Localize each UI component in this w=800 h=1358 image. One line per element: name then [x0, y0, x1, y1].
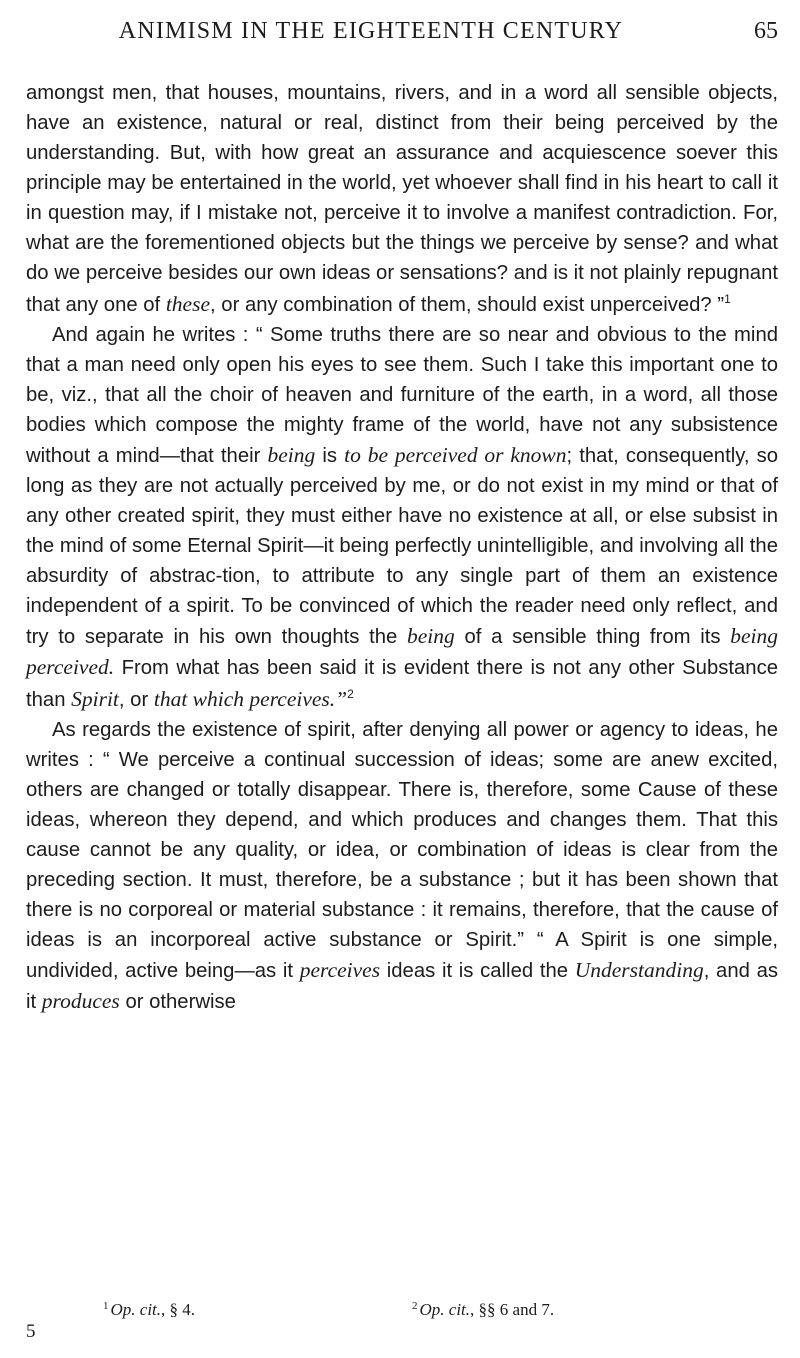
- italic-text: Spirit: [71, 686, 119, 711]
- body-text: [26, 78, 778, 1017]
- italic-text: perceives: [299, 958, 381, 983]
- italic-text: to be perceived or known: [344, 442, 567, 467]
- text-segment: amongst men, that houses, mountains, rivers, and in a word all sensible objects, have an existence, natural or real, distinct from their being perceived by the understanding. But, with how great an assurance and acquiescence soever this principle may be entertained in the world, yet whoever shall find in his heart to call it in question may, if I mistake not, perceive it to involve a manifest contradiction. For, what are the forementioned objects but the things we perceive by sense? and what do we perceive besides our own ideas or sensations? and is it not plainly repugnant that any one of: [26, 82, 778, 316]
- italic-text: these: [165, 291, 211, 316]
- text-segment: ; that, consequently, so long as they are not actually perceived by me, or do not exist in my mind or that of any other created spirit, they must either have no existence at all, or else subsist in the mind of some Eternal Spirit—it being perfectly unintelligible, and involving all the absurdity of abstrac-tion, to attribute to any single part of them an existence independent of a spirit. To be convinced of which the reader need only reflect, and try to separate in his own thoughts the: [26, 444, 779, 649]
- italic-text: being: [267, 442, 316, 467]
- page-number: 65: [754, 18, 778, 44]
- paragraph-1: [26, 78, 778, 320]
- text-segment: As regards the existence of spirit, after denying all power or agency to ideas, he writes : “ We perceive a continual succession of ideas; some are anew excited, others are changed or totally disappear. There is, therefore, some Cause of these ideas, whereon they depend, and which produces and changes them. That this cause cannot be any quality, or idea, or combination of ideas is clear from the preceding section. It must, therefore, be a substance ; but it has been shown that there is no corporeal or material substance : it remains, therefore, that the cause of ideas is an incorporeal active substance or Spirit.” “ A Spirit is one simple, undivided, active being—as it: [26, 718, 778, 983]
- text-segment: of a sensible thing from its: [454, 626, 731, 649]
- italic-text: being: [407, 624, 455, 649]
- paragraph-3: [26, 715, 778, 1018]
- footnotes: [0, 1297, 800, 1323]
- text-segment: , or any combination of them, should exist unperceived? ”: [210, 293, 725, 316]
- text-segment: , or: [118, 688, 154, 711]
- text-segment: , and as it: [26, 960, 779, 1014]
- footnote-1: $^1$ Op. cit., § 4.: [103, 1300, 196, 1319]
- footnote-reference: 1: [724, 291, 731, 306]
- italic-text: produces: [41, 989, 120, 1014]
- text-segment: And again he writes : “ Some truths there are so near and obvious to the mind that a man need only open his eyes to see them. Such I take this important one to be, viz., that all the choir of heaven and furniture of the earth, in a word, all those bodies which compose the mighty frame of the world, have not any subsistence without a mind—that their: [26, 323, 778, 467]
- page-header: [28, 8, 778, 54]
- text-segment: or otherwise: [119, 991, 236, 1014]
- text-segment: ideas it is called the: [380, 960, 575, 983]
- italic-text: that which perceives.”: [153, 686, 348, 711]
- text-segment: is: [315, 444, 345, 467]
- footnote-reference: 2: [347, 686, 354, 701]
- running-title: ANIMISM IN THE EIGHTEENTH CENTURY: [118, 18, 624, 44]
- paragraph-2: [26, 320, 778, 715]
- italic-text: being perceived.: [26, 624, 778, 680]
- italic-text: Understanding: [574, 958, 704, 983]
- footnote-2: $^2$ Op. cit., §§ 6 and 7.: [412, 1300, 555, 1319]
- text-segment: From what has been said it is evident there is not any other Substance than: [26, 657, 778, 711]
- signature-mark: 5: [26, 1321, 36, 1342]
